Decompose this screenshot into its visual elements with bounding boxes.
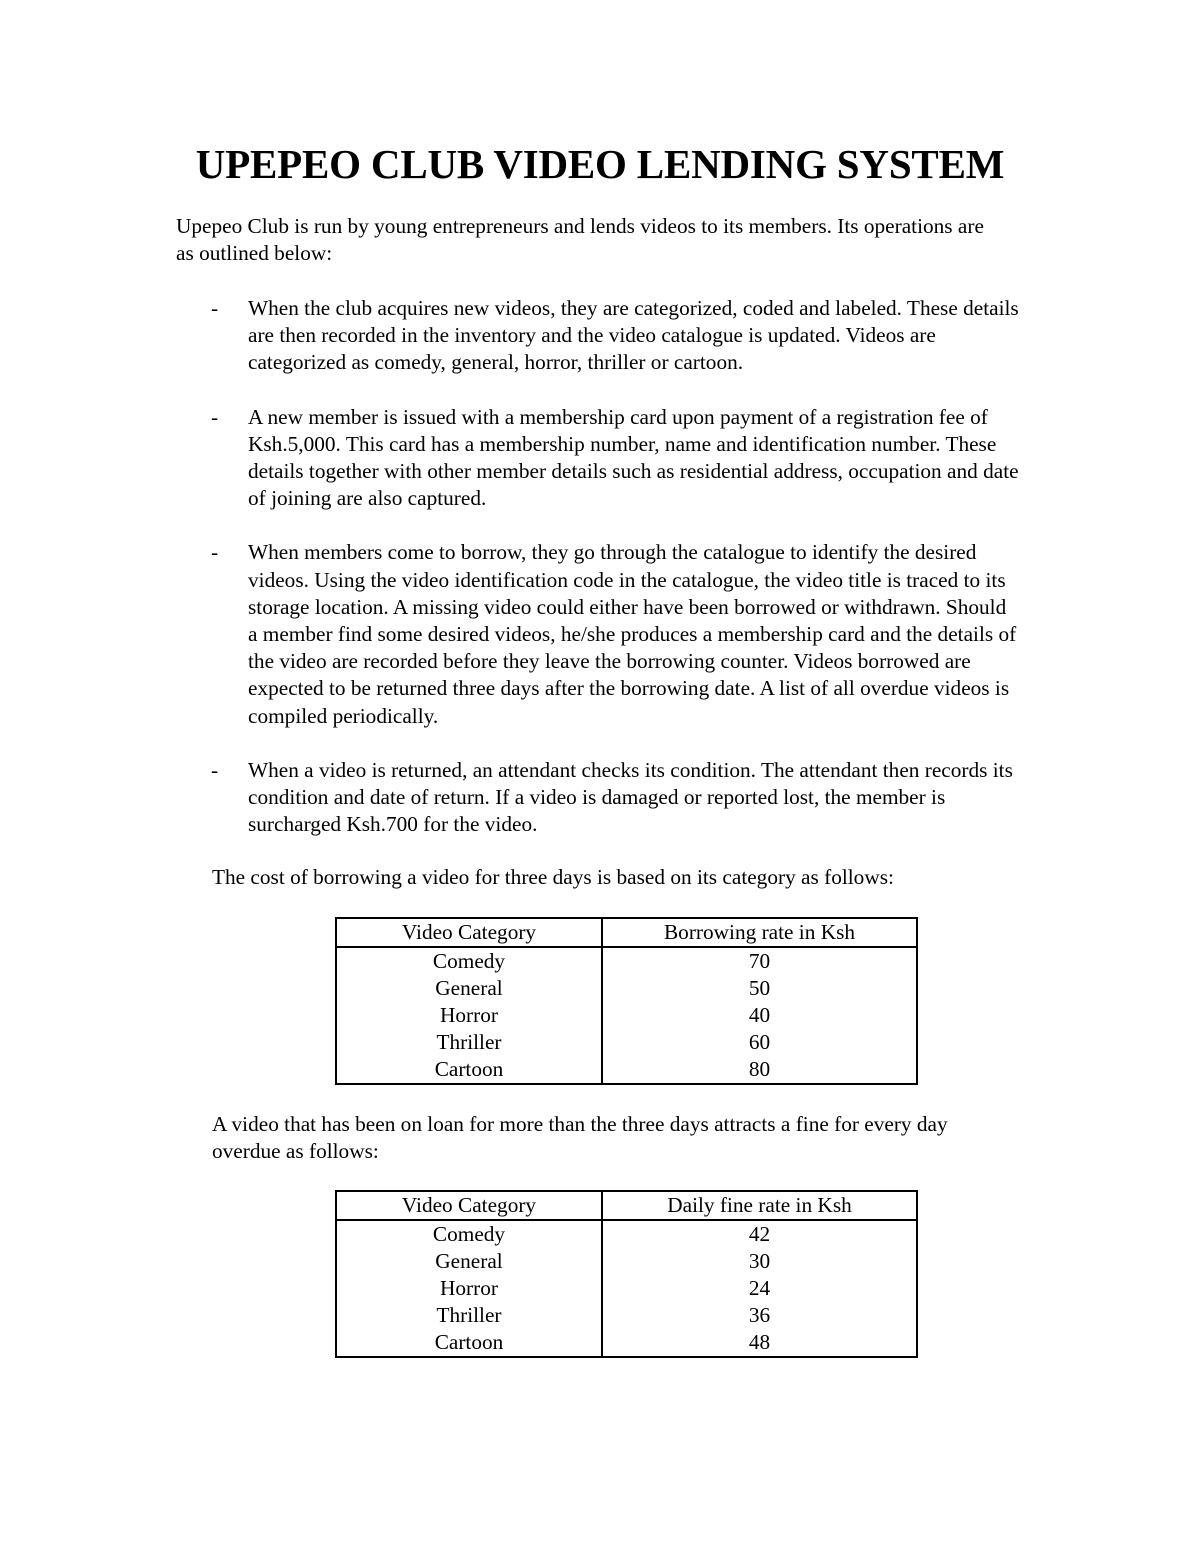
table-cell: Comedy [336, 947, 602, 975]
table-cell: 50 [748, 976, 771, 1000]
list-item [211, 757, 1021, 839]
table-header-row [336, 918, 917, 947]
bullet-marker: - [211, 296, 219, 320]
table-row [336, 1329, 917, 1357]
table-cell: 48 [748, 1330, 771, 1354]
table-cell: 42 [748, 1222, 771, 1246]
column-header: Daily fine rate in Ksh [602, 1191, 917, 1220]
bullet-marker: - [211, 540, 219, 565]
table-cell: 30 [748, 1249, 771, 1273]
table-row [336, 1220, 917, 1248]
list-item-text: When a video is returned, an attendant checks its condition. The attendant then records its condition and date of return. If a video is damaged or reported lost, the member is surcharged Ksh.700 for the video. [248, 757, 1013, 837]
intro-paragraph: Upepeo Club is run by young entrepreneurs and lends videos to its members. Its operations are as outlined below: [176, 214, 984, 266]
operations-list [211, 295, 1021, 865]
table-cell: 36 [748, 1303, 771, 1327]
column-header: Video Category [336, 918, 602, 947]
table-cell: Horror [336, 1275, 602, 1302]
table-cell: Cartoon [336, 1329, 602, 1357]
list-item-text: When members come to borrow, they go through the catalogue to identify the desired videos. Using the video identification code in the catalogue, the video title is traced to its storage location. A missing video could either have been borrowed or withdrawn. Should a member find some desired videos, he/she produces a membership card and the details of the video are recorded before they leave the borrowing counter. Videos borrowed are expected to be returned three days after the borrowing date. A list of all overdue videos is compiled periodically. [248, 540, 1017, 728]
table-row [336, 1248, 917, 1275]
column-header: Borrowing rate in Ksh [602, 918, 917, 947]
fine-intro-paragraph: A video that has been on loan for more than the three days attracts a fine for every day overdue as follows: [212, 1112, 948, 1164]
table-cell: Horror [336, 1002, 602, 1029]
table-cell: 40 [748, 1003, 771, 1027]
list-item [211, 404, 1021, 513]
table-row [336, 975, 917, 1002]
bullet-marker: - [211, 404, 219, 429]
table-row [336, 1275, 917, 1302]
table-cell: 70 [748, 949, 771, 973]
table-row [336, 1302, 917, 1329]
cost-intro-paragraph: The cost of borrowing a video for three days is based on its category as follows: [212, 865, 894, 889]
list-item [211, 295, 1021, 377]
list-item [211, 539, 1021, 729]
column-header: Video Category [336, 1191, 602, 1220]
table-row [336, 947, 917, 975]
table-cell: Comedy [336, 1220, 602, 1248]
table-row [336, 1002, 917, 1029]
table-cell: 80 [748, 1057, 771, 1081]
daily-fine-table [335, 1190, 918, 1358]
list-item-text: When the club acquires new videos, they are categorized, coded and labeled. These details are then recorded in the inventory and the video catalogue is updated. Videos are categorized as comedy, general, horror, thriller or cartoon. [248, 296, 1019, 375]
table-cell: 60 [748, 1030, 771, 1054]
list-item-text: A new member is issued with a membership card upon payment of a registration fee of Ksh.5,000. This card has a membership number, name and identification number. These details together with other member details such as residential address, occupation and date of joining are also captured. [248, 404, 1019, 511]
table-header-row [336, 1191, 917, 1220]
table-row [336, 1029, 917, 1056]
table-row [336, 1056, 917, 1084]
table-cell: Thriller [336, 1302, 602, 1329]
table-cell: 24 [748, 1276, 771, 1300]
bullet-marker: - [211, 757, 219, 782]
borrowing-rate-table [335, 917, 918, 1085]
table-cell: Thriller [336, 1029, 602, 1056]
table-cell: General [336, 1248, 602, 1275]
document-title: UPEPEO CLUB VIDEO LENDING SYSTEM [195, 141, 1005, 187]
table-cell: General [336, 975, 602, 1002]
table-cell: Cartoon [336, 1056, 602, 1084]
